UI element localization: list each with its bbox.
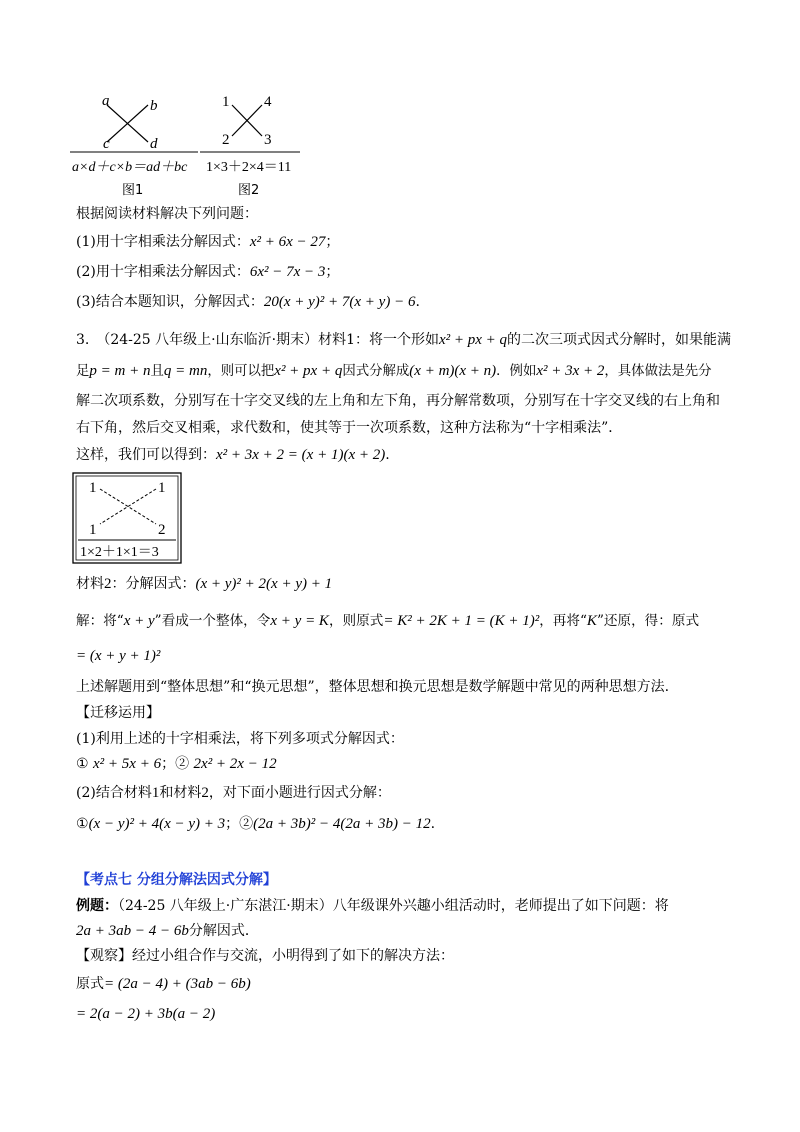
transfer-q2-items	[76, 814, 435, 834]
summary-text: 上述解题用到“整体思想”和“换元思想”，整体思想和换元思想是数学解题中常见的两种思想方法.	[76, 679, 670, 695]
sol-math-4: K	[586, 613, 597, 629]
question-2	[76, 262, 339, 282]
fig1-caption: 图1	[122, 183, 144, 198]
p3-line2-math-5: x² + 3x + 2	[536, 363, 605, 379]
cross-diagram-figure-1	[70, 92, 200, 192]
sol-text-d: ，再将“	[539, 613, 587, 629]
t2-number-2: 2	[201, 785, 209, 801]
p3-line2-math-2: q = mn	[163, 363, 208, 379]
question-1	[76, 232, 339, 252]
p3-line2-text-c: ，则可以把	[207, 364, 275, 379]
example-expression: 2a + 3ab − 4 − 6b	[76, 923, 189, 939]
p3-line1-text-b: 的二次三项式因式分解时，如果能满	[507, 332, 732, 348]
p3-line5-text: 这样，我们可以得到：	[76, 447, 216, 463]
q3-text: (3)结合本题知识，分解因式：	[76, 294, 264, 310]
step1-label: 原式	[76, 976, 104, 992]
t1-circle-2: ②	[175, 756, 190, 772]
solution-line-1	[76, 611, 699, 631]
mat2-expression: (x + y)² + 2(x + y) + 1	[195, 576, 333, 592]
observe-text: 【观察】经过小组合作与交流，小明得到了如下的解决方法：	[76, 948, 454, 964]
example-line-1	[76, 896, 669, 916]
mat2-number: 2	[104, 576, 112, 592]
solution-line-2	[76, 646, 160, 666]
t2-circle-1: ①	[76, 816, 89, 832]
sol-text-a: 解：将“	[76, 613, 124, 629]
fig2-caption: 图2	[238, 183, 260, 198]
p3-line2-math-1: p = m + n	[89, 363, 151, 379]
q1-expression: x² + 6x − 27	[249, 234, 326, 250]
sol-text-b: ”看成一个整体，令	[154, 613, 271, 629]
step-2	[76, 1004, 215, 1024]
cross-diagram-figure-3	[72, 472, 184, 566]
mat2-label: 材料	[76, 576, 104, 592]
p3-line2-math-3: x² + px + q	[274, 363, 343, 379]
cross-diagram-figure-2	[200, 92, 310, 192]
t1-expression-2: 2x² + 2x − 12	[193, 756, 277, 772]
t2-tail: .	[430, 816, 436, 832]
p3-line2-math-4: (x + m)(x + n)	[409, 363, 497, 379]
q3-tail: .	[415, 294, 420, 310]
q3-expression: 20(x + y)² + 7(x + y) − 6	[263, 294, 416, 310]
t2-expression-2: (2a + 3b)² − 4(2a + 3b) − 12	[253, 816, 431, 832]
t2-text-a: (2)结合材料	[76, 785, 152, 801]
fig1-label-a: a	[102, 93, 110, 109]
q2-expression: 6x² − 7x − 3	[249, 264, 326, 280]
fig2-formula: 1×3＋2×4＝11	[206, 160, 292, 175]
fig2-label-tl: 1	[222, 94, 230, 110]
sol-math-3: = K² + 2K + 1 = (K + 1)²	[383, 613, 540, 629]
t2-expression-1: (x − y)² + 4(x − y) + 3	[88, 816, 226, 832]
sol-math-1: x + y	[123, 613, 155, 629]
fig3-label-bl: 1	[89, 522, 97, 538]
intro-text: 根据阅读材料解决下列问题：	[76, 206, 258, 222]
section-heading: 【考点七 分组分解法因式分解】	[76, 872, 277, 888]
sol-math-2: x + y = K	[270, 613, 329, 629]
t1-expression-1: x² + 5x + 6	[93, 756, 162, 772]
fig2-label-br: 3	[264, 132, 272, 148]
t1-separator: ；	[161, 756, 176, 772]
q2-tail: ；	[325, 264, 340, 280]
fig1-label-b: b	[150, 98, 158, 114]
q1-tail: ；	[325, 234, 340, 250]
step1-expression: = (2a − 4) + (3ab − 6b)	[104, 976, 251, 992]
mat2-text: ：分解因式：	[111, 576, 196, 592]
p3-line5-math: x² + 3x + 2 = (x + 1)(x + 2)	[216, 447, 386, 463]
p3-line5-tail: .	[385, 447, 390, 463]
t2-text-b: 和材料	[159, 785, 202, 801]
sol-math-5: = (x + y + 1)²	[76, 648, 161, 664]
p3-line2-text-a: 足	[76, 364, 90, 379]
fig1-formula: a×d＋c×b＝ad＋bc	[72, 160, 188, 175]
p3-line1-math: x² + px + q	[438, 332, 508, 348]
transfer-q1-text: (1)利用上述的十字相乘法，将下列多项式分解因式：	[76, 731, 404, 747]
p3-line-2	[76, 361, 712, 382]
transfer-heading: 【迁移运用】	[76, 705, 160, 721]
t2-circle-2: ②	[239, 816, 254, 832]
fig3-label-br: 2	[158, 522, 166, 538]
step-1	[76, 974, 251, 994]
transfer-q1-items	[76, 754, 277, 774]
t1-circle-1: ①	[76, 756, 89, 772]
p3-line2-text-f: ，具体做法是先分	[604, 364, 712, 379]
p3-line1-text-a: 3. （24-25 八年级上·山东临沂·期末）材料1：将一个形如	[76, 332, 439, 348]
step2-expression: = 2(a − 2) + 3b(a − 2)	[76, 1006, 216, 1022]
p3-line-4: 右下角，然后交叉相乘，求代数和，使其等于一次项系数，这种方法称为“十字相乘法”．	[76, 420, 623, 436]
p3-line-1	[76, 330, 731, 350]
sol-text-c: ，则原式	[328, 613, 384, 629]
fig2-label-tr: 4	[264, 94, 272, 110]
example-line2-text: 分解因式．	[188, 923, 259, 939]
example-label: 例题：	[76, 898, 118, 914]
p3-line2-text-d: 因式分解成	[342, 364, 410, 379]
question-3	[76, 292, 420, 312]
p3-line2-text-b: 且	[150, 364, 164, 379]
fig1-label-d: d	[150, 136, 158, 152]
transfer-q2-text	[76, 783, 391, 803]
fig3-label-tl: 1	[89, 480, 97, 496]
example-text: （24-25 八年级上·广东湛江·期末）八年级课外兴趣小组活动时，老师提出了如下问题：将	[118, 898, 669, 914]
material-2	[76, 574, 332, 594]
p3-line-3: 解二次项系数，分别写在十字交叉线的左上角和左下角，再分解常数项，分别写在十字交叉线的右上角和	[76, 393, 720, 409]
p3-line2-text-e: ．例如	[496, 364, 537, 379]
fig2-label-bl: 2	[222, 132, 230, 148]
t2-number-1: 1	[151, 785, 160, 801]
q2-text: (2)用十字相乘法分解因式：	[76, 264, 250, 280]
t2-text-c: ，对下面小题进行因式分解：	[208, 785, 391, 801]
p3-line-5	[76, 445, 390, 465]
t2-separator: ；	[225, 816, 240, 832]
fig3-label-tr: 1	[158, 480, 166, 496]
example-line-2	[76, 921, 259, 941]
fig3-formula: 1×2＋1×1＝3	[80, 545, 159, 560]
sol-text-e: ”还原，得：原式	[596, 613, 700, 629]
q1-text: (1)用十字相乘法分解因式：	[76, 234, 250, 250]
fig1-label-c: c	[103, 136, 110, 152]
